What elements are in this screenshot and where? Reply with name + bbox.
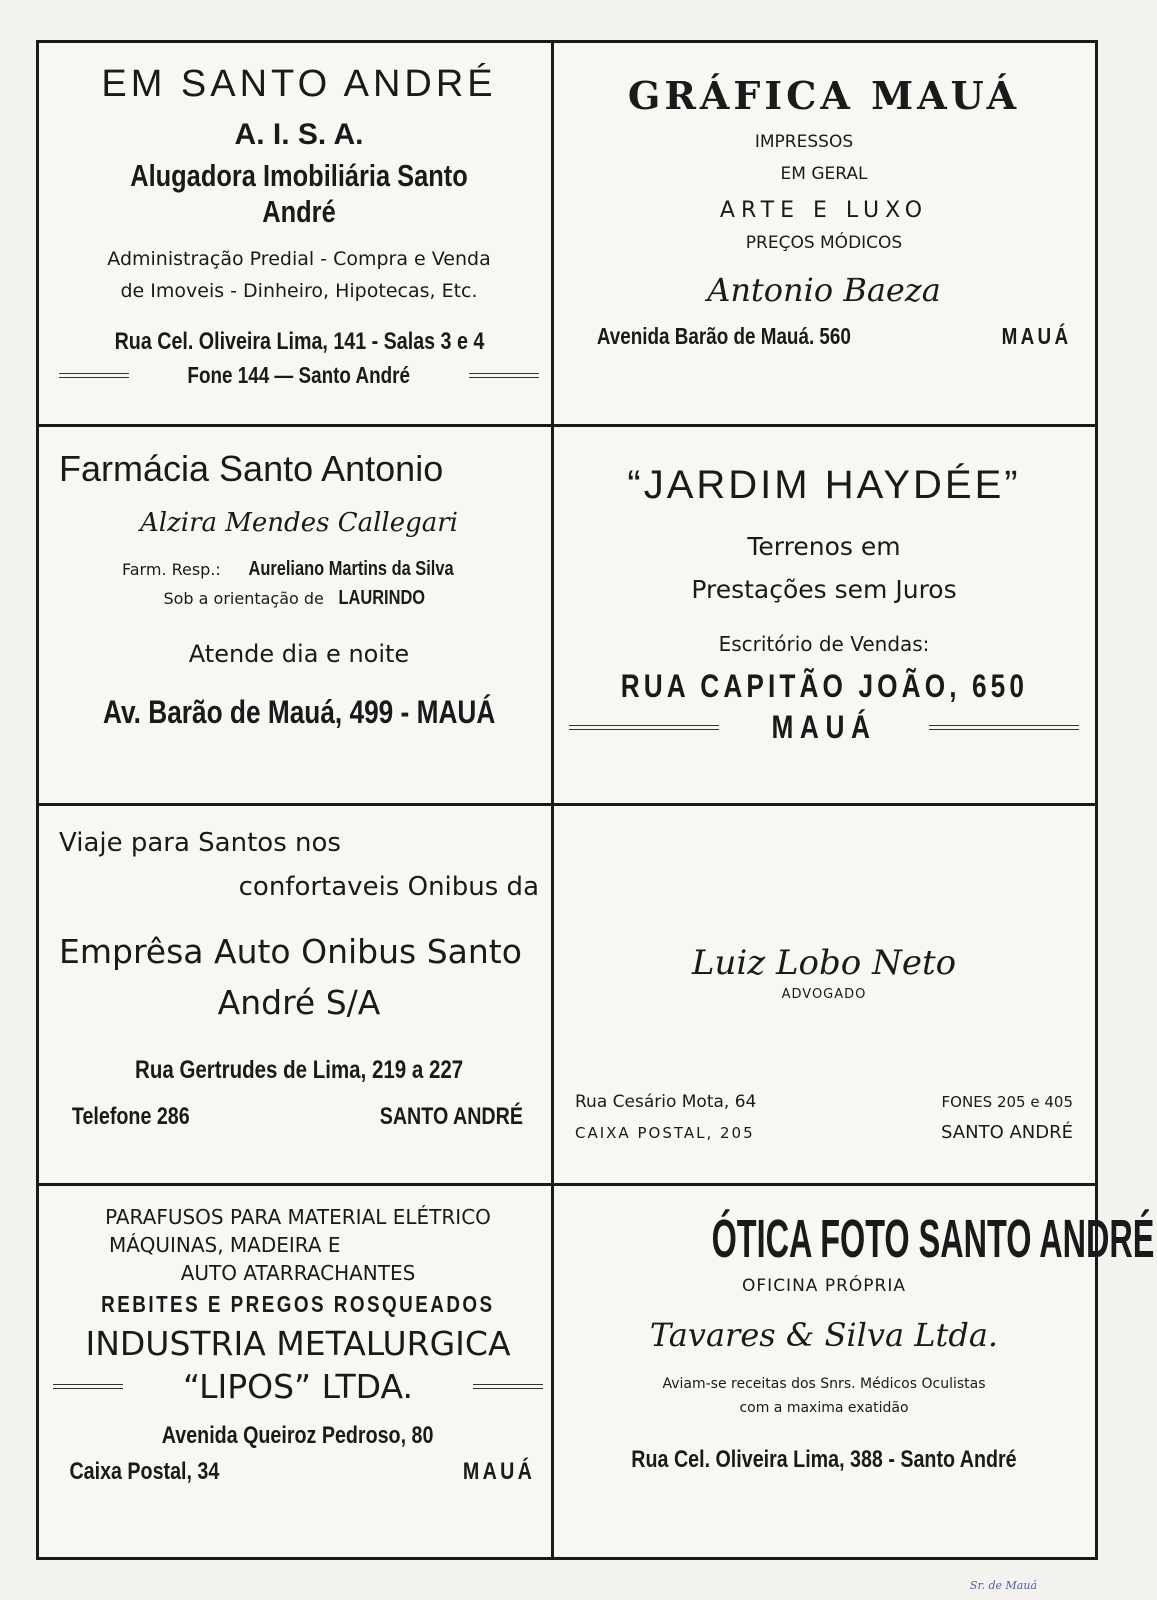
aisa-heading: EM SANTO ANDRÉ bbox=[101, 63, 497, 105]
aisa-line1: Administração Predial - Compra e Venda bbox=[107, 248, 491, 270]
jardim-city: MAUÁ bbox=[771, 709, 877, 745]
ad-grafica-maua bbox=[569, 73, 1079, 413]
grafica-city: MAUÁ bbox=[1001, 323, 1072, 349]
advogado-title: ADVOGADO bbox=[781, 987, 867, 1002]
lipos-name2: “LIPOS” LTDA. bbox=[183, 1367, 413, 1406]
row-divider-3 bbox=[39, 1183, 1095, 1186]
ad-page bbox=[36, 40, 1155, 1560]
advogado-street: Rua Cesário Mota, 64 bbox=[575, 1092, 757, 1112]
onibus-company2: André S/A bbox=[217, 983, 381, 1022]
farmacia-owner: Alzira Mendes Callegari bbox=[140, 508, 458, 538]
lipos-pobox: Caixa Postal, 34 bbox=[69, 1458, 220, 1485]
grafica-address: Avenida Barão de Mauá. 560 bbox=[596, 323, 851, 349]
aisa-line2: de Imoveis - Dinheiro, Hipotecas, Etc. bbox=[120, 280, 478, 302]
onibus-company1: Emprêsa Auto Onibus Santo bbox=[59, 932, 522, 971]
footer-handwritten-note: Sr. de Mauá bbox=[969, 1579, 1037, 1592]
decorative-rule bbox=[569, 725, 719, 730]
jardim-line1: Terrenos em bbox=[747, 532, 901, 561]
aisa-address: Rua Cel. Oliveira Lima, 141 - Salas 3 e 4 bbox=[114, 328, 484, 355]
column-divider bbox=[551, 43, 554, 1559]
grafica-owner: Antonio Baeza bbox=[707, 271, 941, 309]
farmacia-resp-label: Farm. Resp.: bbox=[122, 560, 221, 579]
ad-lipos bbox=[53, 1205, 543, 1555]
lipos-line3: AUTO ATARRACHANTES bbox=[180, 1261, 416, 1285]
farmacia-resp-name: Aureliano Martins da Silva bbox=[248, 558, 454, 580]
jardim-office: Escritório de Vendas: bbox=[718, 632, 930, 656]
jardim-title: “JARDIM HAYDÉE” bbox=[627, 463, 1021, 507]
ad-onibus bbox=[59, 828, 539, 1178]
lipos-line4: REBITES E PREGOS ROSQUEADOS bbox=[101, 1291, 495, 1317]
row-divider-2 bbox=[39, 803, 1095, 806]
advogado-pobox: CAIXA POSTAL, 205 bbox=[575, 1123, 755, 1142]
farmacia-title: Farmácia Santo Antonio bbox=[59, 448, 444, 489]
farmacia-orient-name: LAURINDO bbox=[338, 587, 426, 609]
otica-address: Rua Cel. Oliveira Lima, 388 - Santo André bbox=[631, 1446, 1017, 1473]
farmacia-address: Av. Barão de Mauá, 499 - MAUÁ bbox=[102, 694, 496, 730]
otica-line1: Aviam-se receitas dos Snrs. Médicos Oculistas bbox=[662, 1376, 986, 1392]
aisa-phone: Fone 144 — Santo André bbox=[187, 362, 411, 388]
jardim-line2: Prestações sem Juros bbox=[691, 575, 957, 604]
decorative-rule bbox=[473, 1384, 543, 1389]
otica-line2: com a maxima exatidão bbox=[739, 1400, 909, 1416]
row-divider-1 bbox=[39, 424, 1095, 427]
ad-farmacia bbox=[59, 448, 539, 798]
onibus-phone: Telefone 286 bbox=[71, 1103, 190, 1130]
advogado-city: SANTO ANDRÉ bbox=[941, 1122, 1073, 1143]
decorative-rule bbox=[53, 1384, 123, 1389]
lipos-address: Avenida Queiroz Pedroso, 80 bbox=[162, 1422, 434, 1449]
ad-aisa bbox=[59, 63, 539, 413]
onibus-address: Rua Gertrudes de Lima, 219 a 227 bbox=[134, 1056, 464, 1084]
onibus-line1: Viaje para Santos nos bbox=[59, 828, 341, 858]
lipos-city: MAUÁ bbox=[462, 1458, 536, 1485]
otica-owner: Tavares & Silva Ltda. bbox=[649, 1316, 999, 1354]
ad-jardim-haydee bbox=[569, 463, 1079, 798]
lipos-line2: MÁQUINAS, MADEIRA E bbox=[109, 1233, 341, 1257]
grafica-line3: ARTE E LUXO bbox=[719, 198, 929, 223]
otica-subtitle: OFICINA PRÓPRIA bbox=[742, 1276, 906, 1296]
farmacia-orient-label: Sob a orientação de bbox=[163, 589, 324, 608]
advogado-phones: FONES 205 e 405 bbox=[941, 1093, 1073, 1111]
aisa-name: Alugadora Imobiliária Santo André bbox=[130, 158, 468, 229]
advogado-name: Luiz Lobo Neto bbox=[691, 943, 957, 983]
lipos-name1: INDUSTRIA METALURGICA bbox=[85, 1324, 511, 1363]
lipos-line1: PARAFUSOS PARA MATERIAL ELÉTRICO bbox=[105, 1205, 491, 1229]
aisa-abbr: A. I. S. A. bbox=[234, 118, 364, 151]
decorative-rule bbox=[929, 725, 1079, 730]
onibus-city: SANTO ANDRÉ bbox=[380, 1103, 524, 1130]
grafica-line1: IMPRESSOS bbox=[754, 132, 854, 152]
onibus-line2: confortaveis Onibus da bbox=[238, 872, 539, 902]
grafica-line4: PREÇOS MÓDICOS bbox=[745, 233, 903, 253]
ad-otica bbox=[564, 1208, 1155, 1553]
farmacia-hours: Atende dia e noite bbox=[188, 640, 410, 668]
ad-advogado bbox=[569, 833, 1079, 1178]
decorative-rule bbox=[469, 373, 539, 378]
jardim-address: RUA CAPITÃO JOÃO, 650 bbox=[620, 668, 1028, 704]
grafica-line2: EM GERAL bbox=[780, 164, 868, 184]
decorative-rule bbox=[59, 373, 129, 378]
otica-title: ÓTICA FOTO SANTO ANDRÉ bbox=[711, 1209, 1155, 1269]
grafica-title: GRÁFICA MAUÁ bbox=[627, 73, 1021, 118]
